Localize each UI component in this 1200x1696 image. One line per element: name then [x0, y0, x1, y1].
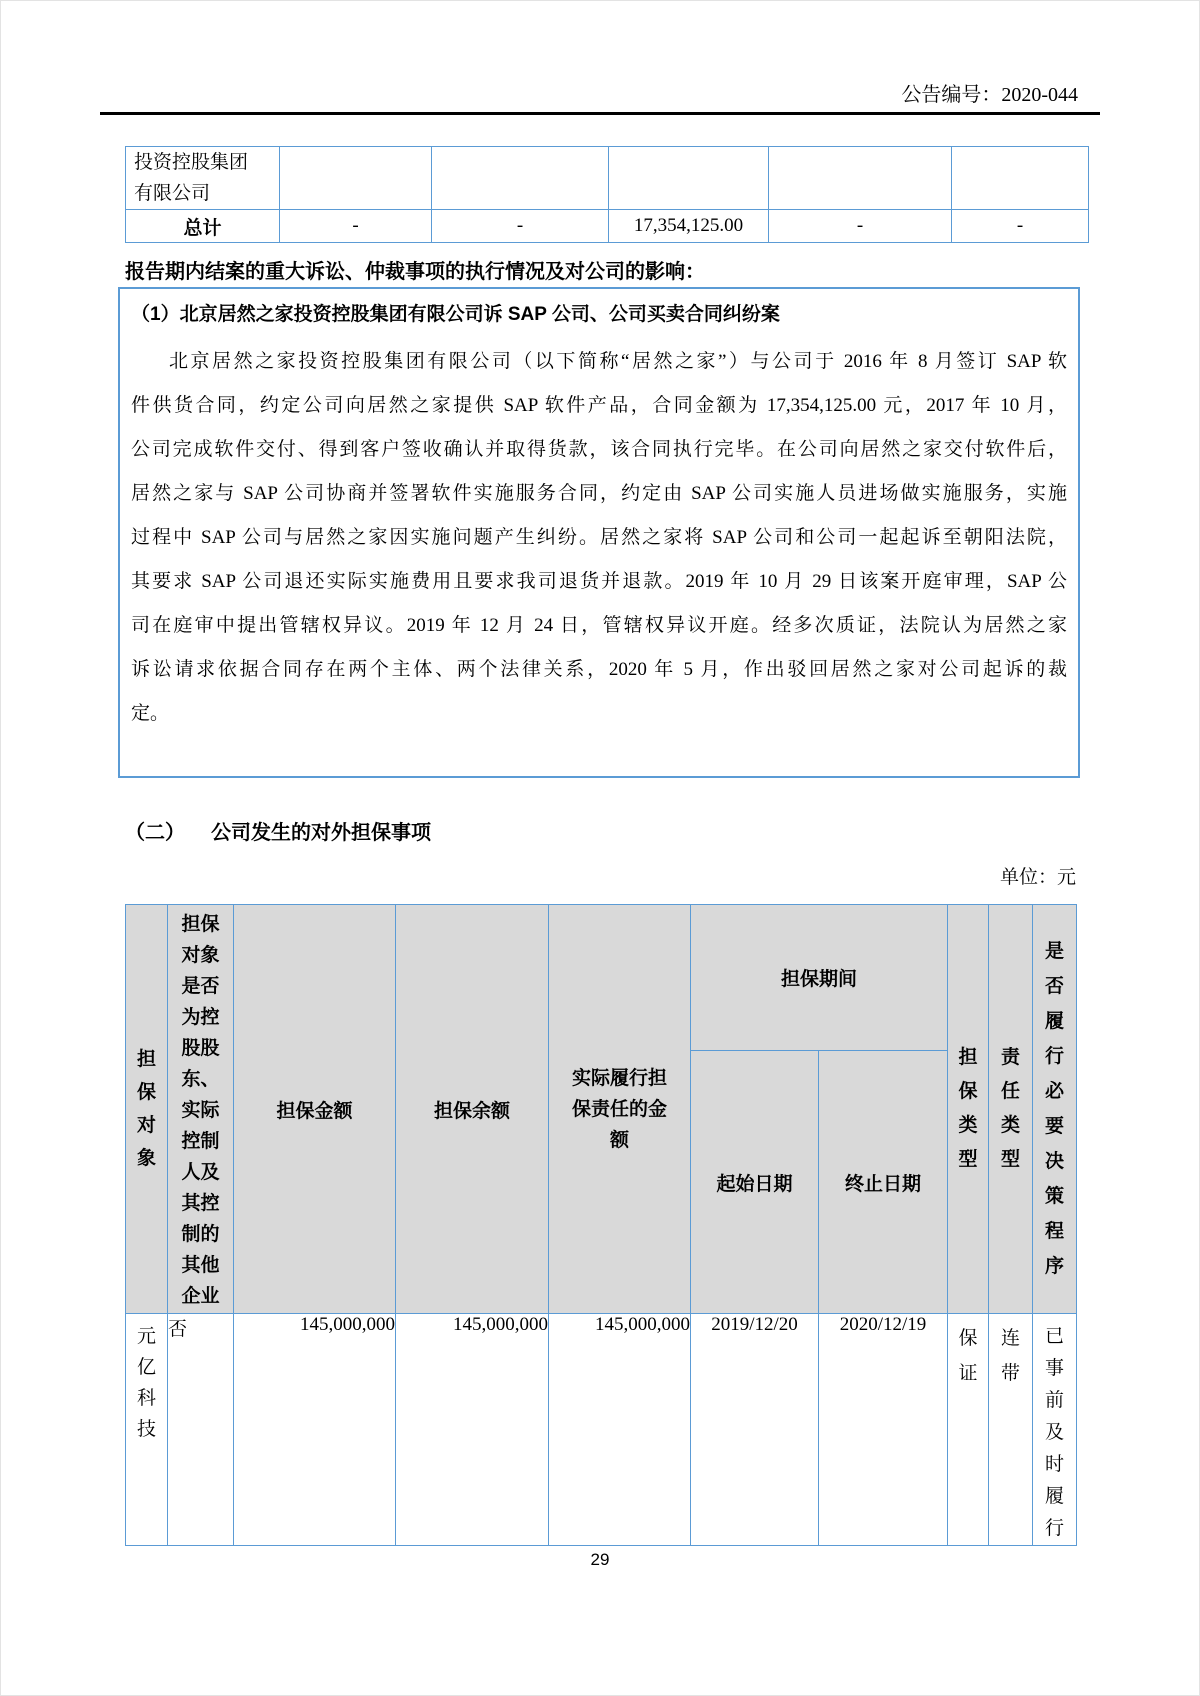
case-text-line: 诉讼请求依据合同存在两个主体、两个法律关系，2020 年 5 月，作出驳回居然之家对公司起诉的裁 [131, 659, 1067, 680]
total-label: 总计 [126, 210, 280, 243]
table-row-total [126, 210, 1089, 243]
cell-guarantee-type: 保证 [948, 1314, 989, 1546]
total-cell: - [280, 210, 432, 243]
empty-cell [280, 147, 432, 210]
cell-actual-amount: 145,000,000 [549, 1314, 691, 1546]
header-row-top [126, 905, 1077, 1051]
total-amount-cell: 17,354,125.00 [609, 210, 769, 243]
section-title: 公司发生的对外担保事项 [211, 822, 431, 844]
cell-end-date: 2020/12/19 [819, 1314, 948, 1546]
guarantee-data-row [126, 1314, 1077, 1546]
section-number: （二） [125, 822, 185, 844]
plaintiff-name: 投资控股集团有限公司 [134, 152, 249, 204]
total-cell: - [769, 210, 952, 243]
litigation-heading: 报告期内结案的重大诉讼、仲裁事项的执行情况及对公司的影响： [125, 261, 705, 283]
unit-label: 单位：元 [999, 867, 1076, 888]
empty-cell [769, 147, 952, 210]
empty-cell [609, 147, 769, 210]
total-cell: - [432, 210, 609, 243]
cell-related-party: 否 [168, 1314, 234, 1546]
case-text-line: 北京居然之家投资控股集团有限公司（以下简称“居然之家”）与公司于 2016 年 8 月签订 SAP 软 [169, 351, 1067, 372]
case-text-line: 其要求 SAP 公司退还实际实施费用且要求我司退货并退款。2019 年 10 月 29 日该案开庭审理，SAP 公 [131, 571, 1067, 592]
header-liability-type: 责任类型 [989, 905, 1033, 1314]
header-target: 担保对象 [126, 905, 168, 1314]
case-text-line: 司在庭审中提出管辖权异议。2019 年 12 月 24 日，管辖权异议开庭。经多次质证，法院认为居然之家 [131, 615, 1067, 636]
case-text-line: 居然之家与 SAP 公司协商并签署软件实施服务合同，约定由 SAP 公司实施人员进场做实施服务，实施 [131, 483, 1067, 504]
case-description-box [118, 287, 1080, 778]
header-procedure: 是否履行必要决策程序 [1033, 905, 1077, 1314]
litigation-summary-table [125, 146, 1089, 243]
case-text-line: 定。 [131, 703, 170, 724]
announcement-number: 公告编号：2020-044 [901, 84, 1078, 106]
header-rule [100, 112, 1100, 115]
header-end-date: 终止日期 [819, 1051, 948, 1314]
cell-target: 元亿科技 [126, 1314, 168, 1546]
page-number: 29 [590, 1550, 610, 1569]
plaintiff-name-cell [126, 147, 280, 210]
guarantee-table [125, 904, 1077, 1546]
header-guarantee-type: 担保类型 [948, 905, 989, 1314]
case-text-line: 件供货合同，约定公司向居然之家提供 SAP 软件产品，合同金额为 17,354,125.00 元，2017 年 10 月， [131, 395, 1067, 416]
total-cell: - [952, 210, 1089, 243]
header-amount: 担保金额 [234, 905, 396, 1314]
guarantee-section-heading [125, 819, 431, 847]
header-period: 担保期间 [691, 905, 948, 1051]
case-text-line: 过程中 SAP 公司与居然之家因实施问题产生纠纷。居然之家将 SAP 公司和公司一起起诉至朝阳法院， [131, 527, 1067, 548]
header-related-party: 担保对象是否为控股股东、实际控制人及其控制的其他企业 [168, 905, 234, 1314]
cell-amount: 145,000,000 [234, 1314, 396, 1546]
case-text-line: 公司完成软件交付、得到客户签收确认并取得货款，该合同执行完毕。在公司向居然之家交付软件后， [131, 439, 1067, 460]
header-balance: 担保余额 [396, 905, 549, 1314]
table-row [126, 147, 1089, 210]
cell-procedure: 已事前及时履行 [1033, 1314, 1077, 1546]
cell-liability-type: 连带 [989, 1314, 1033, 1546]
case-title: （1）北京居然之家投资控股集团有限公司诉 SAP 公司、公司买卖合同纠纷案 [131, 304, 780, 325]
header-actual-amount: 实际履行担保责任的金额 [549, 905, 691, 1314]
header-start-date: 起始日期 [691, 1051, 819, 1314]
empty-cell [432, 147, 609, 210]
empty-cell [952, 147, 1089, 210]
cell-start-date: 2019/12/20 [691, 1314, 819, 1546]
cell-balance: 145,000,000 [396, 1314, 549, 1546]
